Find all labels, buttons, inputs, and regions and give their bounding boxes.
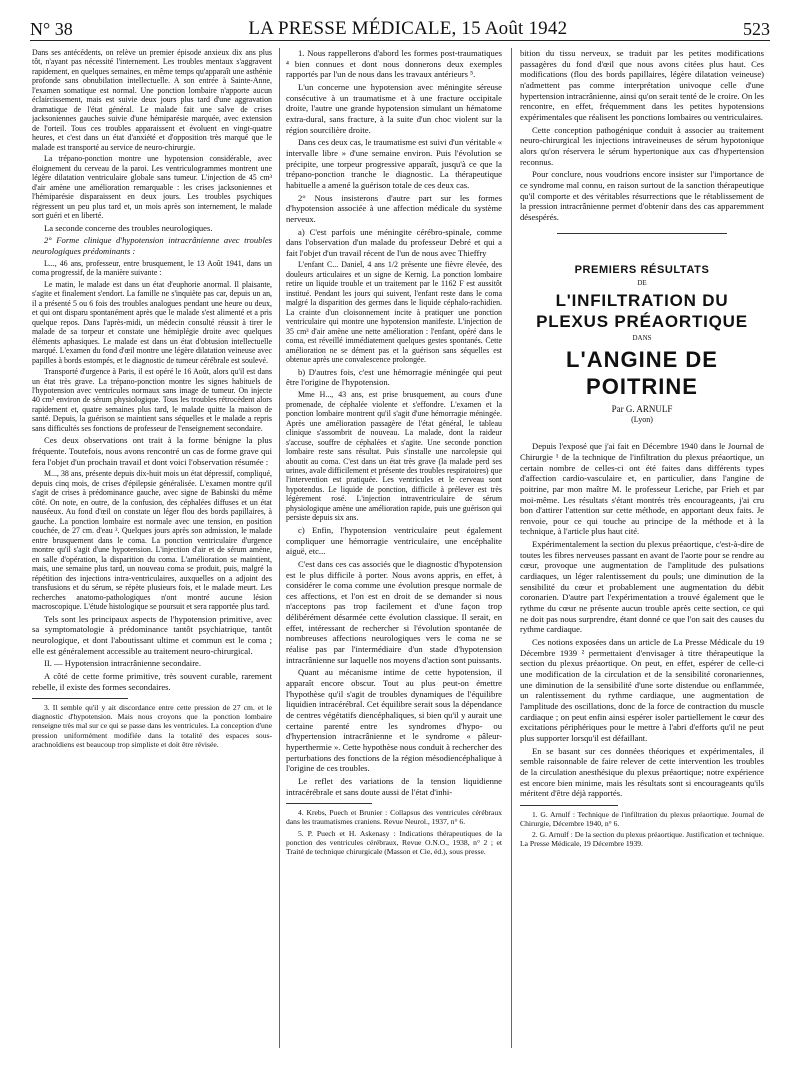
article-title-line: L'ANGINE DE POITRINE [566, 346, 718, 399]
paragraph: La trépano-ponction montre une hypotension considérable, avec éloignement du cerveau de la paroi. Les ventriculogrammes montrent une légère dilatation ventriculaire globale sans tumeur. L'injection de 45 cm³ d'air amène une amélioration remarquable : les crises jacksoniennes et l'hémiparésie disparaissent en deux jours. Les troubles psychiques régressent un peu plus tard et, un mois après son internement, le malade sort guéri et en liberté. [32, 154, 272, 221]
paragraph: 1. Nous rappellerons d'abord les formes post-traumatiques ⁴ bien connues et dont nous donnerons deux exemples rapportés par l'un de nous dans les travaux antérieurs ⁵. [286, 48, 502, 80]
paragraph: Cette conception pathogénique conduit à associer au traitement neuro-chirurgical les injections intraveineuses de sérum hypotonique alors qu'on réservera le sérum hypertonique aux cas d'hypertension reconnus. [520, 124, 764, 167]
paragraph: Dans ces deux cas, le traumatisme est suivi d'un véritable « intervalle libre » d'une semaine environ. Puis l'évolution se précipite, une torpeur progressive apparaît, jusqu'à ce que la trépano-ponction tranche le diagnostic. La thérapeutique habituelle a amené la guérison totale de ces deux cas. [286, 137, 502, 190]
column-divider [279, 48, 280, 1048]
case-report: Transporté d'urgence à Paris, il est opéré le 16 Août, alors qu'il est dans un état très grave. La trépano-ponction montre les signes habituels de l'hypotension avec ventricules normaux sans image de tumeur. On injecte 40 cm³ environ de sérum physiologique. Tous les troubles rétrocèdent alors rapidement et, quatre semaines plus tard, le malade quitte la maison de santé. Depuis, la guérison se maintient sans séquelles et le malade a repris sans difficultés ses fonctions de professeur de l'enseignement secondaire. [32, 367, 272, 433]
article-separator [557, 233, 728, 234]
footnote: 1. G. Arnulf : Technique de l'infiltration du plexus préaortique. Journal de Chirurgie, Décembre 1940, n° 6. [520, 809, 764, 828]
footnote: 4. Krebs, Puech et Brunier : Collapsus des ventricules cérébraux dans les traumatismes craniens. Revue Neurol., 1937, n° 6. [286, 808, 502, 827]
case-report: M..., 38 ans, présente depuis dix-huit mois un état dépressif, compliqué, depuis cinq mois, de crises d'épilepsie généralisée. L'examen montre qu'il s'agit de crises à prédominance gauche, avec signe de Babinski du même côté. On note, en outre, de la confusion, des céphalées diffuses et un état nauséeux. Au fond d'œil on constate un léger flou des bords papillaires, à gauche. La ponction lombaire est normale avec une tension, en position couchée, de 27 cm. d'eau ³. Quelques jours après son admission, le malade entre brusquement dans le coma. La ponction ventriculaire d'urgence montre qu'il s'agit d'une hypotension. L'injection d'air et de sérum amène, en salle d'opération, la disparition du coma. L'amélioration se maintient, mais, une semaine plus tard, un nouveau coma se produit, puis, malgré la répétition des injections intra-ventriculaires, auxquelles on a adjoint des transfusions et du sérum, se répète plusieurs fois, et le malade meurt. Les recherches anatomo-pathologiques n'ont montré aucune lésion macroscopique. L'étude histologique se poursuit et sera rapportée plus tard. [32, 469, 272, 612]
footnote-rule [32, 698, 128, 699]
article-title-line: DANS [632, 333, 652, 342]
paragraph: Ces deux observations ont trait à la forme bénigne la plus fréquente. Toutefois, nous avons rencontré un cas de forme grave qui fera l'objet d'un prochain travail et dont voici l'observation résumée : [32, 435, 272, 467]
article-title-block [520, 264, 764, 426]
footnote: 2. G. Arnulf : De la section du plexus préaortique. Justification et technique. La Presse Médicale, 19 Décembre 1939. [520, 830, 764, 849]
column-middle [286, 48, 502, 1048]
paragraph: En se basant sur ces données théoriques et expérimentales, il semble raisonnable de faire relever de cette intervention les troubles de la circulation anesthésique du plexus préaortique; notre expérience est encore bien minime, mais les résultats sont si encourageants qu'ils méritent d'être déjà rapportés. [520, 745, 764, 799]
article-location: (Lyon) [631, 415, 653, 425]
paragraph: Tels sont les principaux aspects de l'hypotension primitive, avec sa symptomatologie à prédominance tantôt psychiatrique, tantôt neurologique, et dont l'aboutissant ultime et commun est le coma ; elle est généralement accessible au traitement neuro-chirurgical. [32, 613, 272, 656]
paragraph: Le reflet des variations de la tension liquidienne intracérébrale et sans doute aussi de l'état d'inhi- [286, 775, 502, 797]
paragraph: Pour conclure, nous voudrions encore insister sur l'importance de ce syndrome mal connu, en raison surtout de la sanction thérapeutique qu'il comporte et des véritables résurrections que le rétablissement de la pression intracrânienne permet d'obtenir dans des cas apparemment désespérés. [520, 169, 764, 222]
column-left [32, 48, 272, 1048]
paragraph: L'un concerne une hypotension avec méningite séreuse consécutive à un traumatisme et à une fracture occipitale droite, l'autre une grande hypotension simulant un hématome extra-dural, sans fracture, à la suite d'un choc violent sur la région sourcilière droite. [286, 81, 502, 135]
paragraph: c) Enfin, l'hypotension ventriculaire peut également compliquer une hémorragie ventriculaire, une encéphalite aiguë, etc... [286, 524, 502, 557]
paragraph: A côté de cette forme primitive, très souvent curable, rarement rebelle, il existe des formes secondaires. [32, 670, 272, 692]
footnote: 3. Il semble qu'il y ait discordance entre cette pression de 27 cm. et le diagnostic d'hypotension. Mais nous croyons que la ponction lombaire renseigne très mal sur ce qui se passe dans les ventricules. La conception d'une pression uniformément modifiée dans la totalité des espaces sous-arachnoïdiens est beaucoup trop simpliste et doit être révisée. [32, 703, 272, 749]
case-report: L'enfant C... Daniel, 4 ans 1/2 présente une fièvre élevée, des douleurs articulaires et un signe de Kernig. La ponction lombaire retire un liquide trouble et un traitement par le 1162 F est aussitôt institué. Pendant les jours qui suivent, l'enfant reste dans le coma malgré la disparition des germes dans le liquide céphalo-rachidien. La crainte d'un cloisonnement incite à pratiquer une ponction ventriculaire qui montre une hypotension manifeste. L'injection de 35 cm³ d'air amène une nette amélioration : l'enfant, opéré dans le coma, est réveillé immédiatement quelques gestes spontanés. Cette amélioration ne se dément pas et la guérison sans séquelles est obtenue après une convalescence prolongée. [286, 260, 502, 365]
footnote-rule [286, 803, 372, 804]
paragraph: C'est dans ces cas associés que le diagnostic d'hypotension est le plus difficile à porter. Nous avons appris, en effet, à considérer le coma comme une évolution presque normale de ces affections, et l'on est en droit de se demander si nous n'acceptons pas trop facilement et d'une façon trop délibérément désarmée cette évolution classique. Il serait, en effet, intéressant de rechercher si l'évolution spontanée de nombreuses affections neurologiques vers le coma ne se réalise pas par l'intermédiaire d'un stade d'hypotension intracrânienne sur laquelle nos moyens d'action sont puissants. [286, 558, 502, 665]
section-heading: 2° Forme clinique d'hypotension intracrânienne avec troubles neurologiques prédominants : [32, 235, 272, 257]
footnote: 5. P. Puech et H. Askenasy : Indications thérapeutiques de la ponction des ventricules cérébraux, Revue O.N.O., 1938, n° 2 ; et Traité de technique chirurgicale (Masson et Cie, éd.), sous presse. [286, 828, 502, 856]
column-right [520, 48, 764, 1048]
article-title-line: L'INFILTRATION DU PLEXUS PRÉAORTIQUE [536, 290, 748, 331]
page-header [30, 14, 770, 41]
article-title-line: DE [637, 279, 647, 288]
paragraph: 2° Nous insisterons d'autre part sur les formes d'hypotension associée à une affection médicale du système nerveux. [286, 192, 502, 224]
paragraph: b) D'autres fois, c'est une hémorragie méningée qui peut être l'origine de l'hypotension. [286, 366, 502, 388]
case-report: Le matin, le malade est dans un état d'euphorie anormal. Il plaisante, s'agite et finalement s'endort. La famille ne s'inquiète pas car, depuis un an, il a présenté 5 ou 6 fois des troubles analogues pendant une heure ou deux, et qui ont disparu spontanément après que le malade s'est alimenté et a pris quelque repos. Dans l'après-midi, un médecin consulté réussit à tirer le malade de sa torpeur et constate une hémiplégie droite avec quelques éléments aphasiques. Le malade est dans un état d'obtusion intellectuelle marqué. L'examen du fond d'œil montre une légère dilatation veineuse avec papilles à bords estompés, et le diagnostic de tumeur cérébrale est soulevé. [32, 279, 272, 365]
section-heading: II. — Hypotension intracrânienne secondaire. [44, 658, 202, 669]
footnote-rule [520, 805, 618, 806]
paragraph: Quant au mécanisme intime de cette hypotension, il apparaît encore obscur. Tout au plus peut-on émettre l'hypothèse qu'il s'agit de troubles dynamiques de l'équilibre liquidien intracérébral. Cet équilibre serait sous la dépendance de centres végétatifs diencéphaliques, si bien qu'il y aurait une certaine parenté entre les syndromes d'hypo- ou d'hypertension intracrânienne et le syndrome « pâleur-hyperthermie ». Cette hypothèse nous conduit à rechercher des perturbations des fonctions de la région mésodiencéphalique à l'origine de ces troubles. [286, 667, 502, 774]
page-number: 523 [742, 19, 770, 39]
column-divider [511, 48, 512, 1048]
case-report: L..., 46 ans, professeur, entre brusquement, le 13 Août 1941, dans un coma progressif, de la manière suivante : [32, 258, 272, 278]
journal-title: LA PRESSE MÉDICALE, 15 Août 1942 [248, 18, 568, 39]
paragraph: Ces notions exposées dans un article de La Presse Médicale du 19 Décembre 1939 ² permettaient d'envisager à titre thérapeutique la section du plexus préaortique. On peut, en effet, espérer de celle-ci une modification de la circulation et de la sensibilité coronariennes, une diminution de la sensibilité d'une sorte distendue ou enflammée, un ralentissement du rythme cardiaque, une augmentation de l'amplitude des oscillations, donc de la force de contraction du muscle cardiaque ; on peut enfin ainsi espérer isoler partiellement le cœur des excitations périphériques pour le mettre à l'abri d'efforts qu'il ne peut plus supporter lorsqu'il est défaillant. [520, 637, 764, 743]
article-title-line: PREMIERS RÉSULTATS [574, 263, 710, 276]
issue-number: N° 38 [30, 19, 73, 39]
paragraph: Depuis l'exposé que j'ai fait en Décembre 1940 dans le Journal de Chirurgie ¹ de la technique de l'infiltration du plexus préaortique, un certain nombre de celles-ci ont été faites dans différents types d'affection cardio-vasculaire et, en particulier, dans l'angine de poitrine, par mon maître M. le professeur Leriche, par Frieh et par moi-même. Les résultats s'étant montrés très encourageants, j'ai cru bon d'attirer l'attention sur cette méthode, en apportant deux faits. Je renvoie, pour ce qui touche au principe de la méthode et à la technique, à l'article plus haut cité. [520, 441, 764, 537]
paragraph: Dans ses antécédents, on relève un premier épisode anxieux dix ans plus tôt, n'ayant pas nécessité l'internement. Les troubles mentaux s'aggravent rapidement, en quelques semaines, en même temps qu'apparaît une asthénie profonde sans obnubilation intellectuelle. A son entrée à Sainte-Anne, l'examen somatique est normal. Une ponction lombaire n'apporte aucun éclaircissement, mais est suivie deux jours plus tard d'une aggravation dramatique de l'état général. Le malade fait une salve de crises jacksoniennes gauches suivie d'une hémiparésie marquée, avec extension de l'orteil. Tous ces troubles apparaissent et évoluent en vingt-quatre heures, et c'est dans un état d'anxiété et d'opposition très marqué que le malade est transporté au service de neuro-chirurgie. [32, 48, 272, 152]
article-author: Par G. ARNULF [611, 404, 673, 415]
paragraph: a) C'est parfois une méningite cérébro-spinale, comme dans l'observation d'un malade du professeur Debré et qui a fait l'objet d'un travail récent de l'un de nous avec Thieffry [286, 226, 502, 258]
paragraph: Expérimentalement la section du plexus préaortique, c'est-à-dire de toutes les fibres nerveuses passant en avant de l'aorte pour se rendre au cœur, provoque une augmentation de l'amplitude des pulsations cardiaques, un léger ralentissement du pouls; une diminution de la sensibilité du cœur et probablement une augmentation du débit coronarien. D'autre part l'expérimentation a trouvé également que le rythme du cœur ne présente aucun trouble après cette section, ce qui ne doit pas nous surprendre, étant donné ce que l'on sait des causes du rythme cardiaque. [520, 539, 764, 635]
paragraph: La seconde concerne des troubles neurologiques. [44, 222, 213, 233]
paragraph: bition du tissu nerveux, se traduit par les petites modifications passagères du fond d'œil que nous avons citées plus haut. Ces modifications (flou des bords papillaires, légère dilatation veineuse) n'admettent pas comme interprétation univoque celle d'une hypertension intracrânienne, ainsi qu'on serait tenté de le croire. On les rencontre, en effet, fréquemment dans les petites hypotensions expérimentales que réalisent les ponctions lombaires ou ventriculaires. [520, 48, 764, 122]
case-report: Mme H..., 43 ans, est prise brusquement, au cours d'une promenade, de céphalée violente et s'effondre. L'examen et la ponction lombaire montrent qu'il s'agit d'une hémorragie méningée. Après une amélioration passagère de l'état général, le tableau clinique s'assombrit de nouveau. La malade, dont la raideur s'accuse, souffre de céphalées et s'agite. Une seconde ponction lombaire reste sans résultat. Puis s'installe une narcolepsie qui aboutit au coma. C'est dans un état très grave (la malade perd ses urines, avale difficilement et présente des troubles respiratoires) que l'intervention est pratiquée. Les ventricules et le cerveau sont hypotendus. Le liquide de ponction, difficile à prélever est très légèrement rosé. L'injection intraventriculaire de sérum physiologique amène une amélioration rapide, puis une guérison qui persiste depuis six ans. [286, 390, 502, 523]
